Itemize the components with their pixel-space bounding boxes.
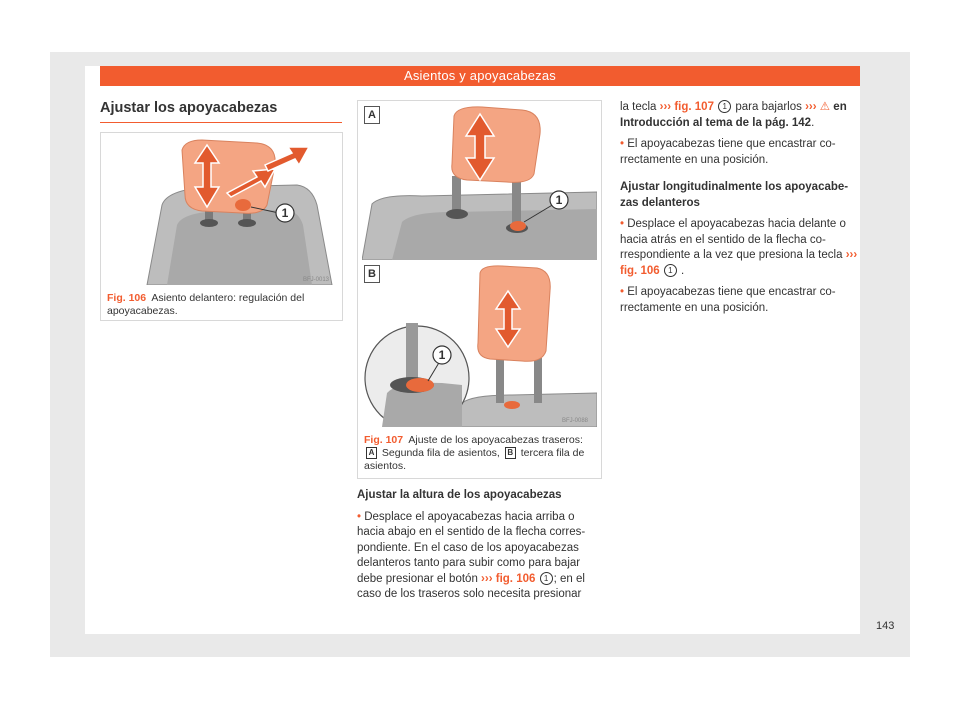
label-a: A — [366, 447, 377, 459]
figure-106-caption — [107, 292, 335, 318]
figure-number: Fig. 106 — [107, 292, 147, 304]
right-column-text — [620, 100, 860, 322]
header-title: Asientos y apoyacabezas — [403, 68, 557, 83]
arrows: ››› — [805, 101, 817, 113]
header-bar — [100, 66, 860, 86]
label-b: B — [505, 447, 516, 459]
circled-1: 1 — [540, 572, 553, 585]
figure-107-caption — [364, 434, 594, 473]
figure-107 — [357, 100, 602, 479]
page-number: 143 — [876, 620, 895, 632]
figure-106-image — [107, 135, 337, 285]
paragraph-note-2 — [620, 285, 860, 316]
paragraph-continue — [620, 100, 860, 131]
figure-code: BFJ-0088 — [562, 418, 589, 424]
panel-b-label: B — [364, 265, 380, 283]
caption-pre: Ajuste de los apoyacabezas traseros: — [408, 434, 583, 446]
link-fig-106[interactable]: fig. 106 — [620, 264, 660, 277]
front-seat-illustration — [107, 135, 337, 285]
paragraph-height — [357, 510, 600, 603]
bullet: • — [357, 510, 362, 523]
circled-1: 1 — [664, 264, 677, 277]
callout-b-1: 1 — [438, 348, 446, 362]
figure-number: Fig. 107 — [364, 434, 404, 446]
text: El apoyacabezas tiene que encastrar co-rrectamente en una posición. — [620, 286, 836, 314]
link-intro[interactable]: en Introducción al tema de la pág. 142 — [620, 101, 847, 129]
bullet: • — [620, 218, 625, 230]
text: Desplace el apoyacabezas hacia delante o hacia atrás en el sentido de la flecha co-rrespondiente a la vez que presiona la tecla — [620, 218, 846, 261]
bullet: • — [620, 286, 625, 298]
caption-mid: Segunda fila de asientos, — [381, 447, 500, 459]
section-title: Ajustar los apoyacabezas — [100, 100, 342, 123]
arrows: ››› — [659, 101, 672, 113]
circled-1: 1 — [718, 100, 731, 113]
figure-code: BFJ-0013 — [303, 277, 330, 283]
text: El apoyacabezas tiene que encastrar co-rrectamente en una posición. — [620, 138, 836, 166]
text: para bajarlos — [735, 101, 802, 113]
subheading-longitudinal: Ajustar longitudinalmente los apoyacabe-zas delanteros — [620, 181, 849, 209]
callout-1: 1 — [281, 206, 289, 220]
middle-column-text — [357, 488, 600, 609]
rear-headrest-illustration-b — [362, 263, 597, 427]
text: . — [681, 264, 685, 277]
paragraph-note — [620, 137, 860, 168]
text: ; en el caso de los traseros solo necesita presionar — [357, 572, 585, 600]
panel-a — [362, 104, 597, 260]
figure-106 — [100, 132, 343, 321]
paragraph-longitudinal — [620, 217, 860, 279]
text: . — [811, 116, 815, 129]
caption-end: tercera fila de asientos. — [364, 447, 585, 472]
link-fig-106[interactable]: fig. 106 — [495, 572, 536, 585]
link-fig-107[interactable]: fig. 107 — [674, 101, 714, 113]
caption-text: Asiento delantero: regulación del apoyacabezas. — [107, 292, 305, 317]
warning-icon: ⚠ — [819, 101, 831, 113]
arrows: ››› — [845, 249, 858, 261]
arrows: ››› — [481, 572, 493, 585]
callout-a-1: 1 — [555, 193, 563, 207]
text: Desplace el apoyacabezas hacia arriba o hacia abajo en el sentido de la flecha corres-pondiente. En el caso de los apoyacabezas delanteros tanto para subir como para bajar debe presionar el botón — [357, 510, 586, 585]
subheading-height: Ajustar la altura de los apoyacabezas — [357, 489, 562, 501]
rear-headrest-illustration-a — [362, 104, 597, 260]
bullet: • — [620, 138, 625, 150]
panel-a-label: A — [364, 106, 380, 124]
panel-b — [362, 263, 597, 427]
text: la tecla — [620, 101, 657, 113]
